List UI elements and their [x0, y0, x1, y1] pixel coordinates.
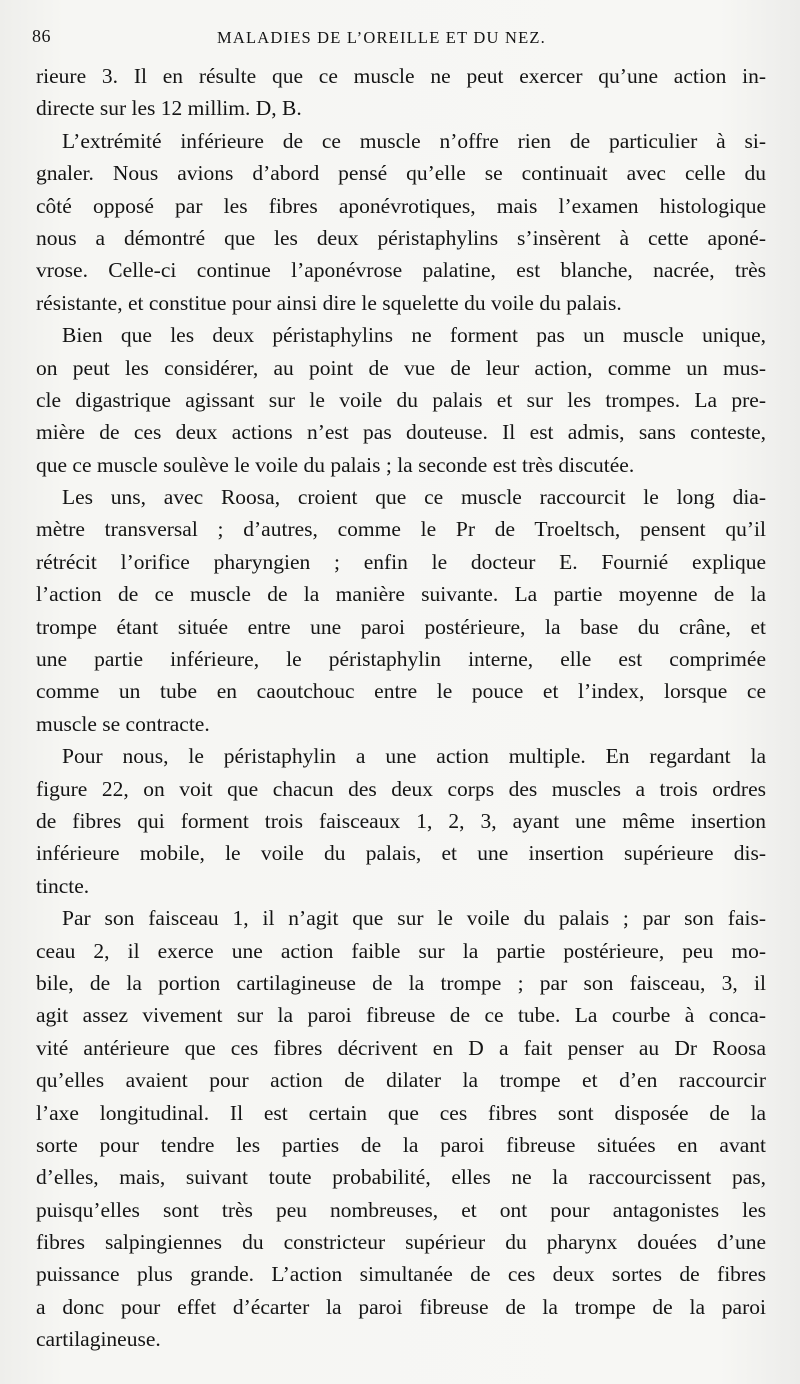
text-line: rieure 3. Il en résulte que ce muscle ne peut exercer qu’une action in-: [36, 64, 766, 88]
text-line: une partie inférieure, le péristaphylin interne, elle est comprimée: [36, 647, 766, 672]
text-line: cle digastrique agissant sur le voile du palais et sur les trompes. La pre-: [36, 387, 766, 412]
text-line: l’action de ce muscle de la manière suivante. La partie moyenne de la: [36, 582, 766, 607]
text-line: figure 22, on voit que chacun des deux corps des muscles a trois ordres: [36, 776, 766, 801]
text-line: puisqu’elles sont très peu nombreuses, et ont pour antagonistes les: [36, 1197, 766, 1222]
text-line: inférieure mobile, le voile du palais, et une insertion supérieure dis-: [36, 841, 766, 866]
text-line: cartilagineuse.: [36, 1327, 161, 1352]
paragraph: [36, 481, 766, 740]
text-line: puissance plus grande. L’action simultanée de ces deux sortes de fibres: [36, 1262, 766, 1287]
text-line: sorte pour tendre les parties de la paroi fibreuse situées en avant: [36, 1132, 766, 1157]
text-line: Bien que les deux péristaphylins ne forment pas un muscle unique,: [62, 323, 766, 348]
text-line: d’elles, mais, suivant toute probabilité, elles ne la raccourcissent pas,: [36, 1165, 766, 1190]
text-line: rétrécit l’orifice pharyngien ; enfin le docteur E. Fournié explique: [36, 549, 766, 574]
paragraph: [36, 60, 766, 125]
text-line: tincte.: [36, 873, 90, 898]
text-line: muscle se contracte.: [36, 711, 210, 736]
text-line: l’axe longitudinal. Il est certain que ces fibres sont disposée de la: [36, 1100, 766, 1125]
running-title: MALADIES DE L’OREILLE ET DU NEZ.: [217, 28, 546, 47]
text-line: vrose. Celle-ci continue l’aponévrose palatine, est blanche, nacrée, très: [36, 258, 766, 283]
text-line: de fibres qui forment trois faisceaux 1, 2, 3, ayant une même insertion: [36, 808, 766, 833]
text-line: résistante, et constitue pour ainsi dire le squelette du voile du palais.: [36, 290, 622, 315]
text-line: Pour nous, le péristaphylin a une action multiple. En regardant la: [62, 744, 766, 769]
body-text: [36, 60, 766, 1356]
text-line: qu’elles avaient pour action de dilater la trompe et d’en raccourcir: [36, 1068, 766, 1093]
text-line: on peut les considérer, au point de vue de leur action, comme un mus-: [36, 355, 766, 380]
text-line: agit assez vivement sur la paroi fibreuse de ce tube. La courbe à conca-: [36, 1003, 766, 1028]
text-line: ceau 2, il exerce une action faible sur la partie postérieure, peu mo-: [36, 938, 766, 963]
text-line: trompe étant située entre une paroi postérieure, la base du crâne, et: [36, 614, 766, 639]
text-line: vité antérieure que ces fibres décrivent en D a fait penser au Dr Roosa: [36, 1035, 766, 1060]
text-line: mètre transversal ; d’autres, comme le Pr de Troeltsch, pensent qu’il: [36, 517, 766, 542]
text-line: directe sur les 12 millim. D, B.: [36, 96, 302, 121]
paragraph: [36, 319, 766, 481]
text-line: Les uns, avec Roosa, croient que ce muscle raccourcit le long dia-: [62, 485, 766, 510]
text-line: a donc pour effet d’écarter la paroi fibreuse de la trompe de la paroi: [36, 1294, 766, 1319]
page-header: [32, 26, 768, 58]
paragraph: [36, 125, 766, 319]
text-line: mière de ces deux actions n’est pas douteuse. Il est admis, sans conteste,: [36, 420, 766, 445]
text-line: nous a démontré que les deux péristaphylins s’insèrent à cette aponé-: [36, 225, 766, 250]
text-line: comme un tube en caoutchouc entre le pouce et l’index, lorsque ce: [36, 679, 766, 704]
text-line: que ce muscle soulève le voile du palais ; la seconde est très discutée.: [36, 452, 635, 477]
text-line: Par son faisceau 1, il n’agit que sur le voile du palais ; par son fais-: [62, 906, 766, 931]
text-line: gnaler. Nous avions d’abord pensé qu’elle se continuait avec celle du: [36, 161, 766, 186]
text-line: bile, de la portion cartilagineuse de la trompe ; par son faisceau, 3, il: [36, 970, 766, 995]
page-number: 86: [32, 26, 51, 46]
text-line: côté opposé par les fibres aponévrotiques, mais l’examen histologique: [36, 193, 766, 218]
paragraph: [36, 740, 766, 902]
text-line: L’extrémité inférieure de ce muscle n’offre rien de particulier à si-: [62, 128, 766, 153]
paragraph: [36, 902, 766, 1355]
text-line: fibres salpingiennes du constricteur supérieur du pharynx douées d’une: [36, 1230, 766, 1255]
